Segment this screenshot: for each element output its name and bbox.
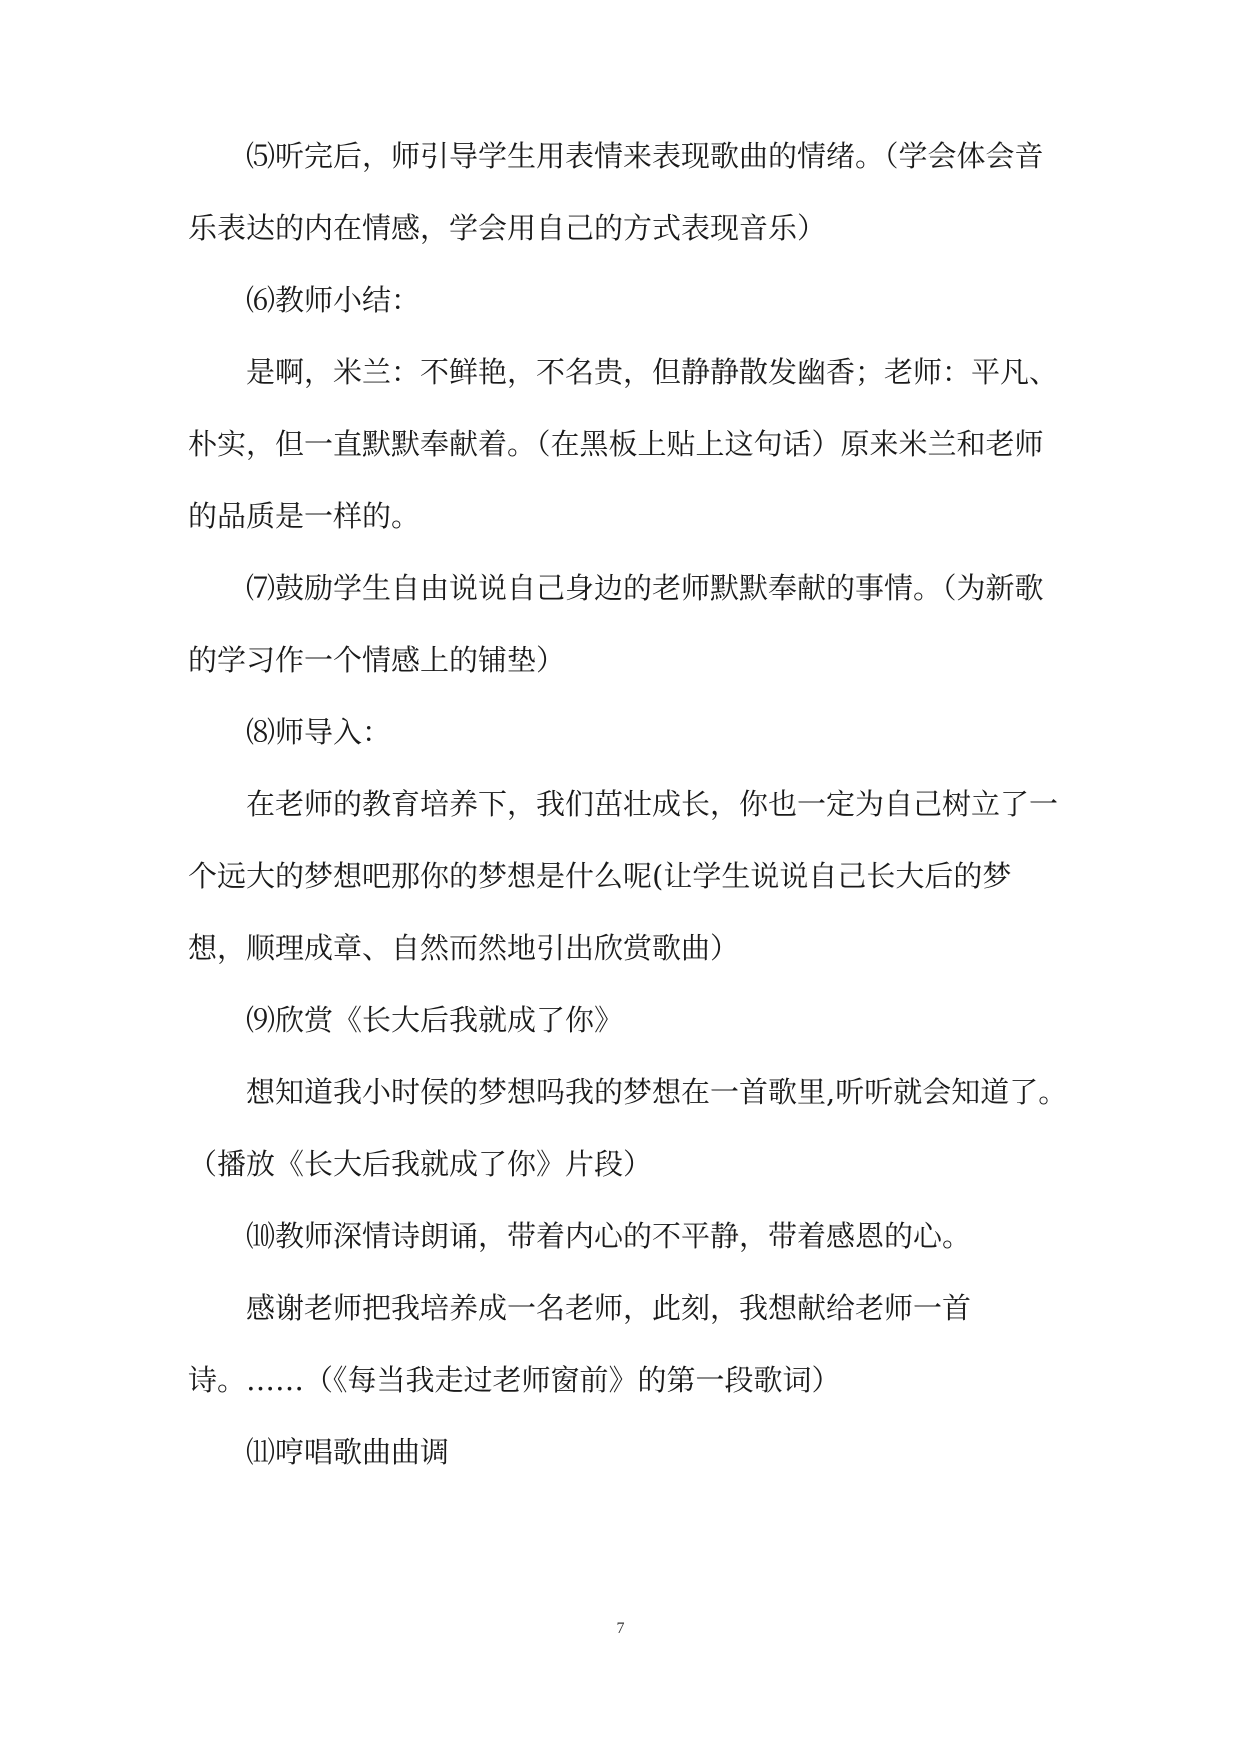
paragraph-dream-song: 想知道我小时侯的梦想吗我的梦想在一首歌里,听听就会知道了。（播放《长大后我就成了你》片段）	[188, 1075, 1068, 1181]
paragraph-summary: 是啊，米兰：不鲜艳，不名贵，但静静散发幽香；老师：平凡、朴实，但一直默默奉献着。（在黑板上贴上这句话）原来米兰和老师的品质是一样的。	[188, 355, 1059, 533]
paragraph-step-11: ⑾哼唱歌曲曲调	[246, 1435, 450, 1469]
paragraph-step-8: ⑻师导入：	[246, 715, 392, 749]
paragraph-intro-dream: 在老师的教育培养下，我们茁壮成长，你也一定为自己树立了一个远大的梦想吧那你的梦想是什么呢(让学生说说自己长大后的梦想，顺理成章、自然而然地引出欣赏歌曲）	[188, 787, 1059, 965]
page-number: 7	[616, 1620, 625, 1637]
paragraph-step-10: ⑽教师深情诗朗诵，带着内心的不平静，带着感恩的心。	[246, 1219, 972, 1253]
paragraph-step-6: ⑹教师小结：	[246, 283, 421, 317]
paragraph-step-5: ⑸听完后，师引导学生用表情来表现歌曲的情绪。（学会体会音乐表达的内在情感，学会用自己的方式表现音乐）	[188, 139, 1044, 245]
paragraph-poem: 感谢老师把我培养成一名老师，此刻，我想献给老师一首诗。……（《每当我走过老师窗前》的第一段歌词）	[188, 1291, 972, 1397]
paragraph-step-9: ⑼欣赏《长大后我就成了你》	[246, 1003, 624, 1037]
paragraph-step-7: ⑺鼓励学生自由说说自己身边的老师默默奉献的事情。（为新歌的学习作一个情感上的铺垫）	[188, 571, 1044, 677]
